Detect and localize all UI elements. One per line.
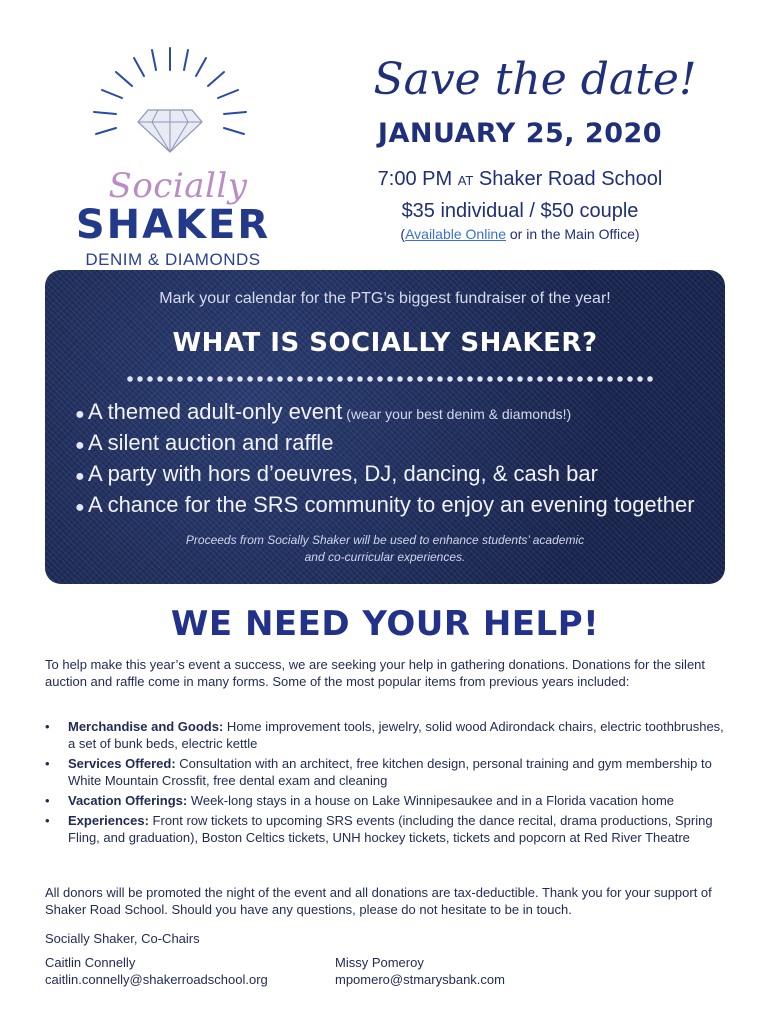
donation-text: Consultation with an architect, free kitchen design, personal training and gym membership to White Mountain Crossfit, free dental exam and cleaning bbox=[68, 756, 712, 788]
proceeds-note-line2: and co-curricular experiences. bbox=[304, 550, 466, 564]
logo-subtitle: DENIM & DIAMONDS bbox=[85, 250, 261, 269]
donation-text: Front row tickets to upcoming SRS events (including the dance recital, drama productions, Spring Fling, and graduation), Boston Celtics tickets, UNH hockey tickets, tickets and popcorn at Red River Theatre bbox=[68, 813, 713, 845]
ticket-price: $35 individual / $50 couple bbox=[401, 200, 639, 222]
availability-note bbox=[330, 226, 710, 242]
availability-open: ( bbox=[400, 226, 406, 242]
event-venue: Shaker Road School bbox=[478, 168, 663, 190]
panel-list-item bbox=[75, 429, 715, 460]
availability-rest: or in the Main Office) bbox=[506, 226, 640, 242]
chair-name: Missy Pomeroy bbox=[335, 955, 424, 970]
save-the-date-heading: Save the date! bbox=[373, 54, 697, 105]
logo-script-text: Socially bbox=[108, 166, 248, 206]
proceeds-note bbox=[145, 532, 625, 566]
donation-item bbox=[45, 812, 725, 846]
donors-note: All donors will be promoted the night of the event and all donations are tax-deductible. Thank you for your support of Shaker Road School. Should you have any questions, please do not hesitate to be in touch. bbox=[45, 885, 712, 917]
diamond-icon bbox=[60, 40, 280, 170]
donation-label: Services Offered: bbox=[68, 756, 176, 771]
panel-list-item bbox=[75, 491, 715, 522]
event-time: 7:00 PM bbox=[377, 168, 453, 190]
logo-name: SHAKER bbox=[75, 202, 271, 248]
donation-label: Merchandise and Goods: bbox=[68, 719, 224, 734]
chair-email[interactable]: mpomero@stmarysbank.com bbox=[335, 972, 505, 987]
panel-list-item bbox=[75, 460, 715, 491]
bullet-icon: • bbox=[45, 793, 50, 808]
panel-item-text: A chance for the SRS community to enjoy an evening together bbox=[88, 492, 695, 517]
rhinestone-divider bbox=[125, 374, 655, 384]
proceeds-note-line1: Proceeds from Socially Shaker will be used to enhance students’ academic bbox=[185, 533, 585, 547]
bullet-icon: • bbox=[45, 719, 50, 734]
chair-name: Caitlin Connelly bbox=[45, 955, 136, 970]
event-time-venue bbox=[330, 168, 710, 191]
event-logo bbox=[60, 40, 280, 269]
panel-item-text: A silent auction and raffle bbox=[88, 430, 334, 455]
chair-email[interactable]: caitlin.connelly@shakerroadschool.org bbox=[45, 972, 268, 987]
gem-bullet-icon: ● bbox=[75, 499, 85, 516]
help-heading: WE NEED YOUR HELP! bbox=[170, 604, 600, 644]
gem-bullet-icon: ● bbox=[75, 468, 85, 485]
donation-text: Home improvement tools, jewelry, solid wood Adirondack chairs, electric toothbrushes, a set of bunk beds, electric kettle bbox=[68, 719, 724, 751]
panel-list bbox=[75, 398, 715, 522]
help-intro: To help make this year’s event a success, we are seeking your help in gathering donations. Donations for the silent auction and raffle come in many forms. Some of the most popular items from previous years included: bbox=[45, 657, 706, 689]
panel-item-text: A themed adult-only event bbox=[88, 399, 343, 424]
co-chairs-label: Socially Shaker, Co-Chairs bbox=[45, 931, 200, 946]
donation-label: Experiences: bbox=[68, 813, 149, 828]
bullet-icon: • bbox=[45, 756, 50, 771]
gem-bullet-icon: ● bbox=[75, 437, 85, 454]
panel-title: WHAT IS SOCIALLY SHAKER? bbox=[172, 328, 598, 358]
gem-bullet-icon: ● bbox=[75, 406, 85, 423]
donation-list bbox=[45, 718, 725, 849]
what-is-panel bbox=[45, 270, 725, 584]
donation-item bbox=[45, 755, 725, 789]
at-label: AT bbox=[457, 173, 474, 188]
chair-contact-1 bbox=[45, 954, 325, 988]
bullet-icon: • bbox=[45, 813, 50, 828]
donation-item bbox=[45, 718, 725, 752]
chair-contact-2 bbox=[335, 954, 615, 988]
panel-item-text: A party with hors d’oeuvres, DJ, dancing, & cash bar bbox=[88, 461, 598, 486]
donation-item bbox=[45, 792, 725, 809]
donation-text: Week-long stays in a house on Lake Winnipesaukee and in a Florida vacation home bbox=[187, 793, 675, 808]
event-date: JANUARY 25, 2020 bbox=[377, 118, 663, 149]
available-online-link[interactable]: Available Online bbox=[405, 226, 506, 242]
panel-tagline: Mark your calendar for the PTG’s biggest fundraiser of the year! bbox=[159, 290, 611, 307]
panel-item-note: (wear your best denim & diamonds!) bbox=[342, 406, 572, 422]
panel-list-item bbox=[75, 398, 715, 429]
donation-label: Vacation Offerings: bbox=[68, 793, 188, 808]
